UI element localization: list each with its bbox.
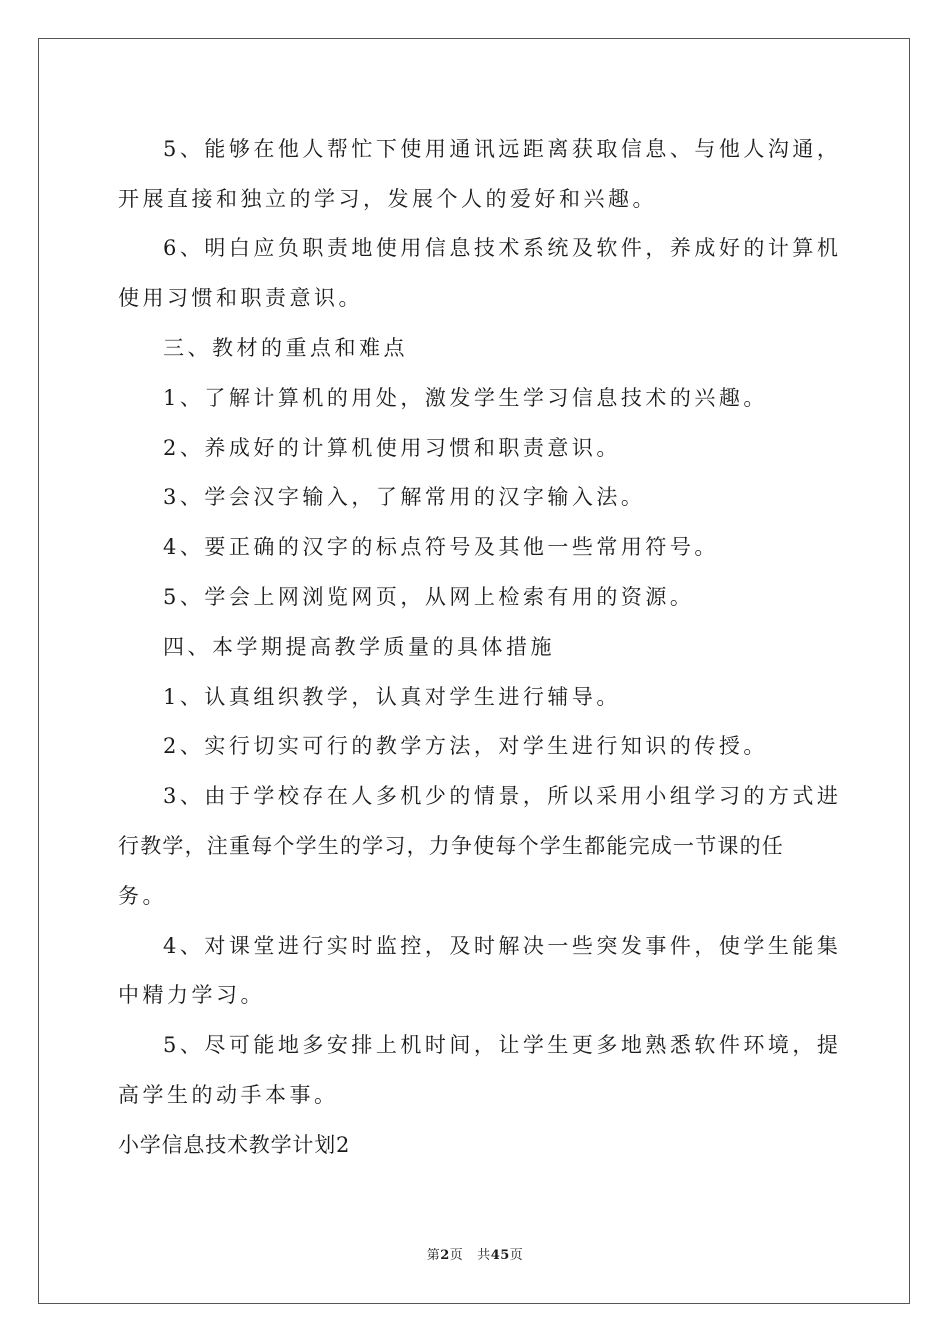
- paragraph-line: 使用习惯和职责意识。: [118, 286, 363, 310]
- paragraph-line: 4、要正确的汉字的标点符号及其他一些常用符号。: [163, 535, 719, 559]
- paragraph-line: 2、养成好的计算机使用习惯和职责意识。: [163, 436, 621, 460]
- page-suffix: 页: [449, 1248, 464, 1263]
- paragraph-line: 5、能够在他人帮忙下使用通讯远距离获取信息、与他人沟通，: [163, 137, 842, 161]
- total-pages: 45: [490, 1248, 510, 1263]
- section-heading: 四、本学期提高教学质量的具体措施: [163, 635, 555, 659]
- paragraph-line: 6、明白应负职责地使用信息技术系统及软件，养成好的计算机: [163, 236, 842, 260]
- paragraph-line: 4、对课堂进行实时监控，及时解决一些突发事件，使学生能集: [163, 934, 842, 958]
- paragraph-line: 高学生的动手本事。: [118, 1083, 339, 1107]
- paragraph-line: 务。: [118, 884, 167, 908]
- paragraph-line: 2、实行切实可行的教学方法，对学生进行知识的传授。: [163, 734, 768, 758]
- total-prefix: 共: [477, 1248, 491, 1263]
- document-title-line: 小学信息技术教学计划2: [118, 1133, 351, 1157]
- page-border: [38, 38, 910, 1304]
- section-heading: 三、教材的重点和难点: [163, 336, 408, 360]
- paragraph-line: 5、学会上网浏览网页，从网上检索有用的资源。: [163, 585, 695, 609]
- paragraph-line: 1、认真组织教学，认真对学生进行辅导。: [163, 685, 621, 709]
- paragraph-line: 3、学会汉字输入，了解常用的汉字输入法。: [163, 485, 646, 509]
- paragraph-line: 行教学，注重每个学生的学习，力争使每个学生都能完成一节课的任: [118, 834, 784, 858]
- paragraph-line: 中精力学习。: [118, 983, 265, 1007]
- paragraph-line: 1、了解计算机的用处，激发学生学习信息技术的兴趣。: [163, 386, 768, 410]
- page-footer: [0, 1248, 950, 1264]
- total-suffix: 页: [509, 1248, 524, 1263]
- page-number: 2: [440, 1248, 450, 1263]
- paragraph-line: 开展直接和独立的学习，发展个人的爱好和兴趣。: [118, 187, 657, 211]
- paragraph-line: 3、由于学校存在人多机少的情景，所以采用小组学习的方式进: [163, 784, 842, 808]
- page-prefix: 第: [426, 1248, 441, 1263]
- paragraph-line: 5、尽可能地多安排上机时间，让学生更多地熟悉软件环境，提: [163, 1033, 842, 1057]
